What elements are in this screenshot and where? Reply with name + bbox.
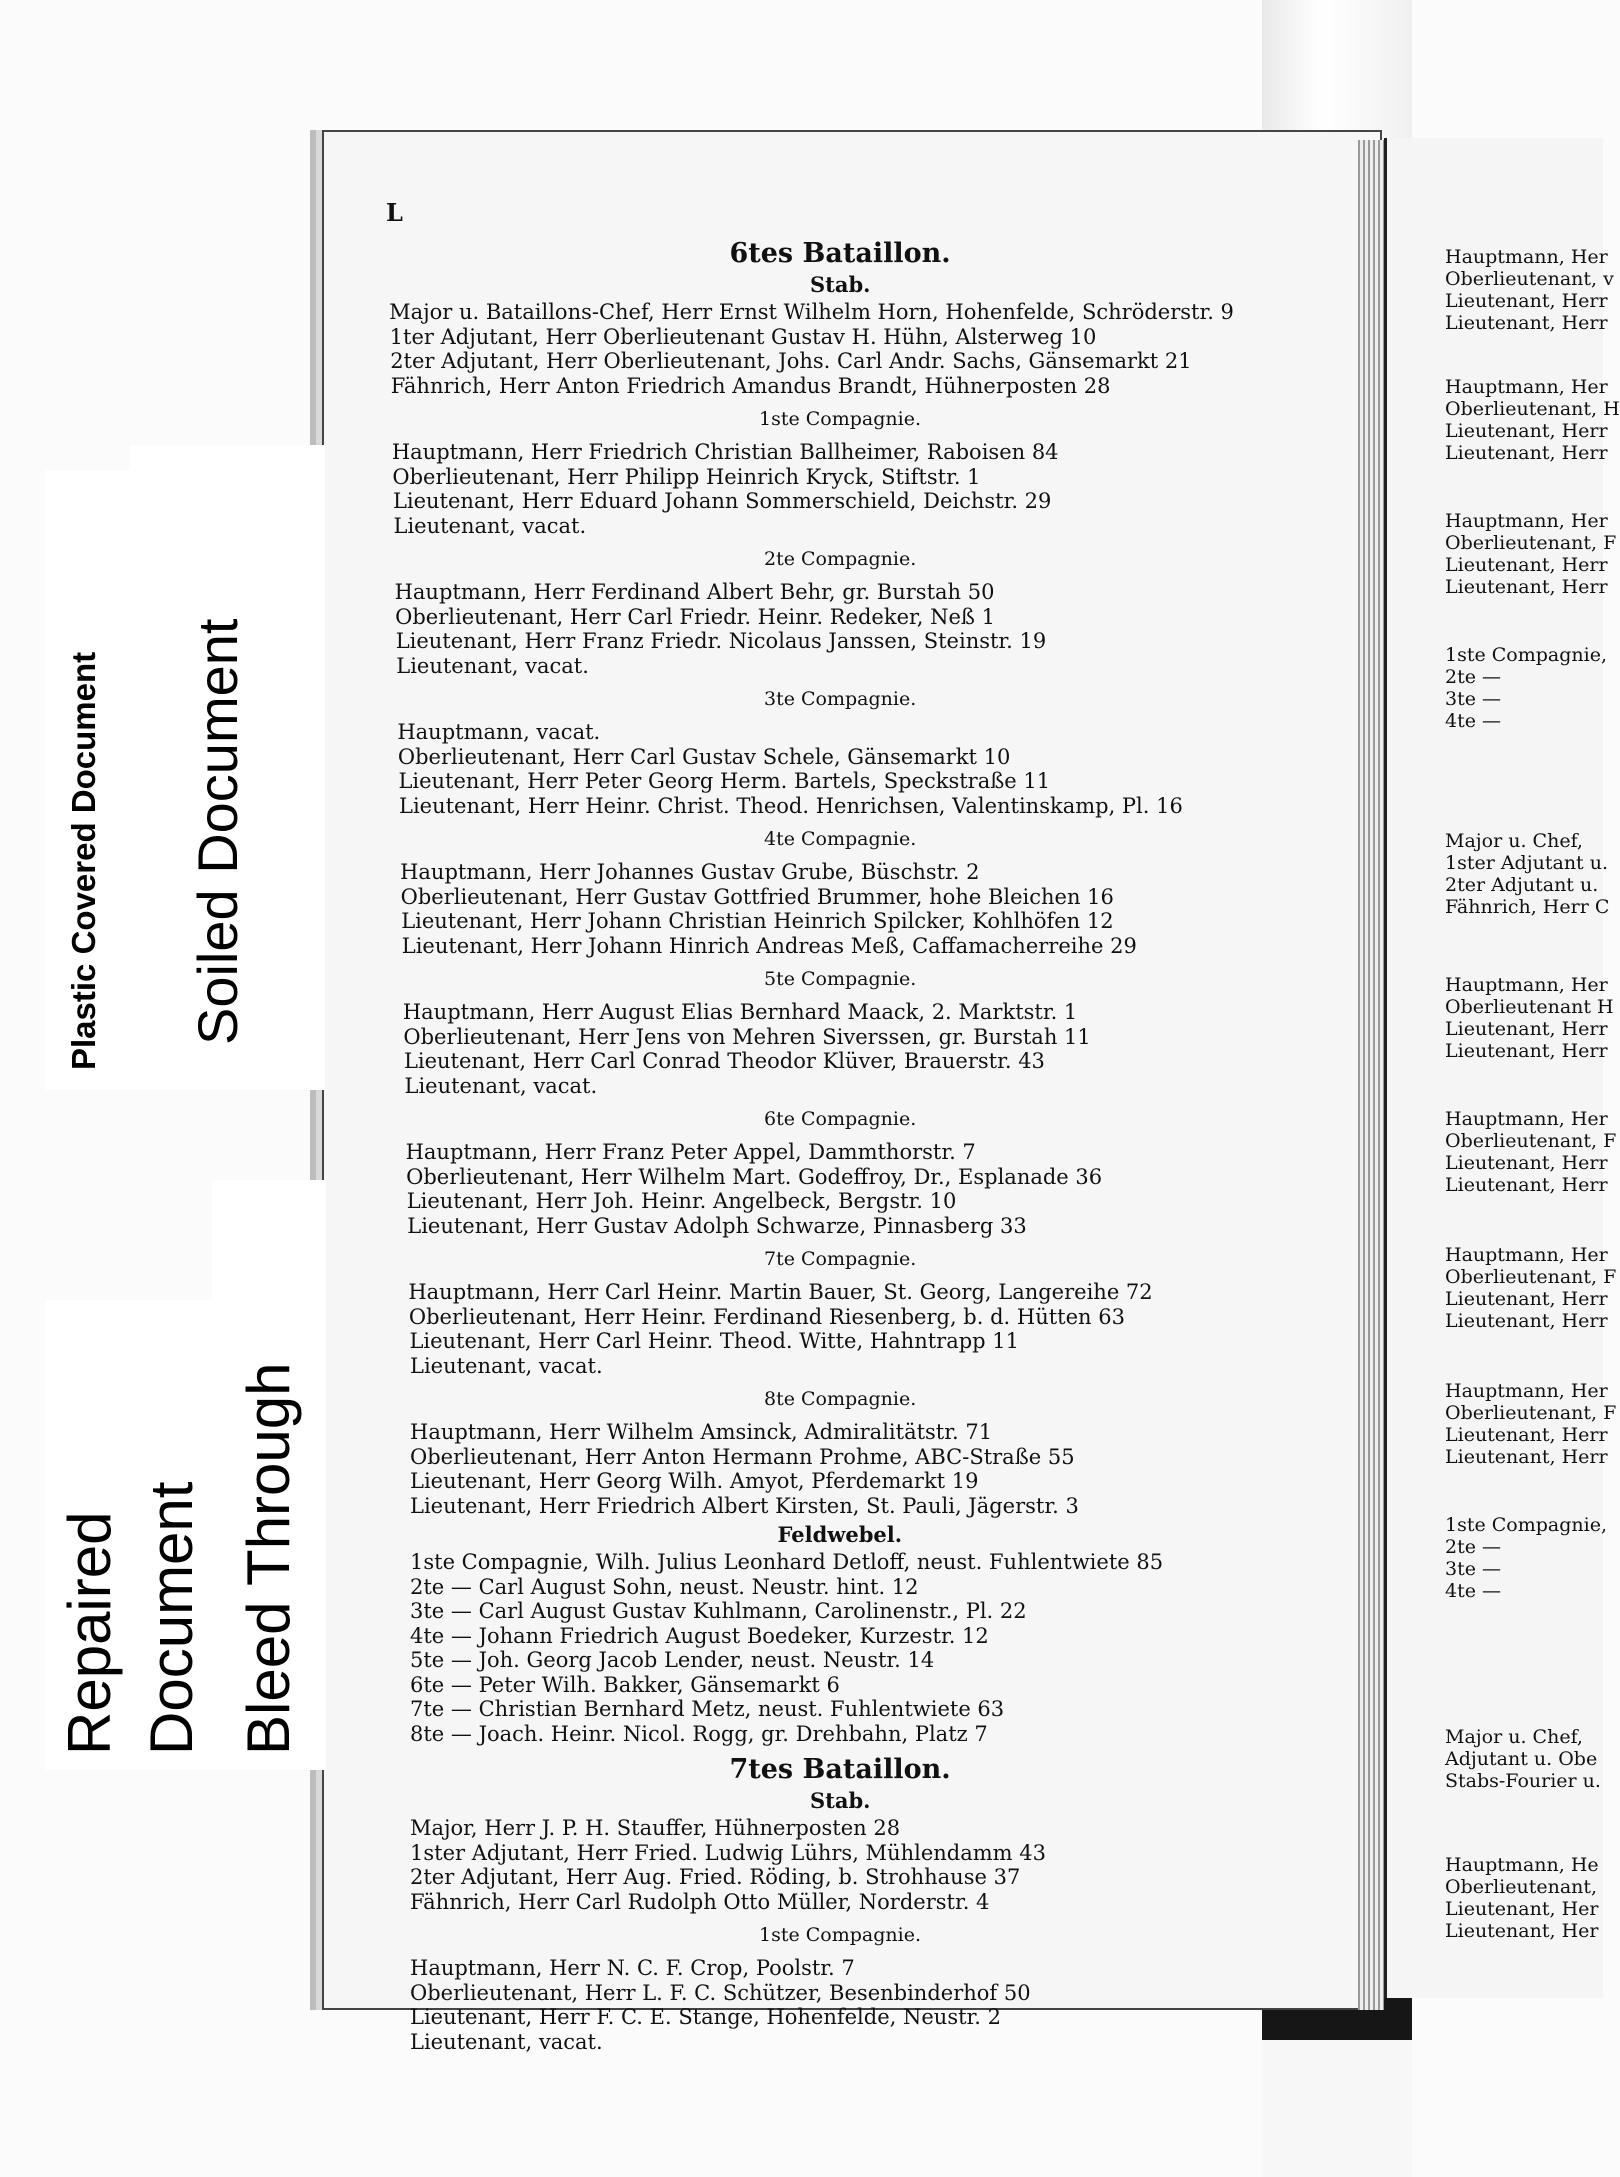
- next-page-line: Oberlieutenant, H: [1445, 398, 1620, 420]
- next-page-line: Major u. Chef,: [1445, 830, 1583, 852]
- next-page-line: 4te —: [1445, 1580, 1502, 1602]
- roster-line: Major u. Bataillons-Chef, Herr Ernst Wilhelm Horn, Hohenfelde, Schröderstr. 9: [389, 300, 1234, 324]
- roster-line: Oberlieutenant, Herr Heinr. Ferdinand Riesenberg, b. d. Hütten 63: [408, 1304, 1125, 1329]
- binding-strip-bottom: [1262, 2040, 1412, 2177]
- roster-line: Fähnrich, Herr Carl Rudolph Otto Müller, Norderstr. 4: [410, 1889, 990, 1914]
- next-page-line: Oberlieutenant,: [1445, 1876, 1598, 1898]
- next-page-line: Hauptmann, Her: [1445, 246, 1608, 268]
- roster-line: 4te — Johann Friedrich August Boedeker, Kurzestr. 12: [410, 1623, 989, 1648]
- next-page-line: Oberlieutenant H: [1445, 996, 1614, 1018]
- next-page-line: 2ter Adjutant u.: [1445, 874, 1599, 896]
- roster-line: Hauptmann, Herr Friedrich Christian Ballheimer, Raboisen 84: [391, 440, 1059, 464]
- subsection-heading: Feldwebel.: [777, 1522, 903, 1547]
- next-page-line: Lieutenant, Herr: [1445, 554, 1608, 576]
- roster-line: Lieutenant, Herr Eduard Johann Sommerschield, Deichstr. 29: [392, 489, 1052, 513]
- next-page-line: Lieutenant, Herr: [1445, 420, 1608, 442]
- next-page-line: 2te —: [1445, 666, 1502, 688]
- roster-line: Lieutenant, vacat.: [410, 1353, 603, 1378]
- subsection-heading: Stab.: [810, 1788, 871, 1813]
- roster-line: Hauptmann, Herr N. C. F. Crop, Poolstr. 7: [410, 1956, 855, 1980]
- roster-line: Lieutenant, vacat.: [404, 1073, 598, 1098]
- next-page-line: 2te —: [1445, 1536, 1502, 1558]
- next-page-line: Hauptmann, Her: [1445, 1380, 1608, 1402]
- roster-line: Hauptmann, Herr Wilhelm Amsinck, Admiralitätstr. 71: [410, 1420, 993, 1444]
- roster-line: 3te — Carl August Gustav Kuhlmann, Carolinenstr., Pl. 22: [410, 1599, 1027, 1623]
- company-heading: 8te Compagnie.: [764, 1388, 917, 1410]
- company-heading: 3te Compagnie.: [764, 688, 917, 710]
- next-page-line: 1ste Compagnie,: [1445, 1514, 1608, 1536]
- roster-line: Lieutenant, vacat.: [410, 2029, 603, 2054]
- roster-line: Hauptmann, Herr Ferdinand Albert Behr, gr. Burstah 50: [394, 580, 995, 604]
- next-page-line: Hauptmann, Her: [1445, 1108, 1608, 1130]
- roster-line: Oberlieutenant, Herr Carl Gustav Schele, Gänsemarkt 10: [397, 744, 1011, 769]
- roster-line: 2ter Adjutant, Herr Oberlieutenant, Johs. Carl Andr. Sachs, Gänsemarkt 21: [390, 349, 1192, 373]
- roster-line: 7te — Christian Bernhard Metz, neust. Fuhlentwiete 63: [410, 1697, 1005, 1721]
- roster-line: Hauptmann, Herr Franz Peter Appel, Dammthorstr. 7: [405, 1140, 976, 1164]
- company-heading: 7te Compagnie.: [764, 1248, 917, 1270]
- roster-line: Fähnrich, Herr Anton Friedrich Amandus Brandt, Hühnerposten 28: [390, 373, 1111, 398]
- label-repaired: Repaired Document: [45, 1300, 217, 1770]
- next-page-line: Lieutenant, Herr: [1445, 1174, 1608, 1196]
- next-page-line: Oberlieutenant, v: [1445, 268, 1614, 290]
- next-page-line: Lieutenant, Her: [1445, 1920, 1599, 1942]
- next-page-line: Oberlieutenant, F: [1445, 1130, 1617, 1152]
- roster-line: Oberlieutenant, Herr Jens von Mehren Siverssen, gr. Burstah 11: [403, 1024, 1091, 1049]
- next-page-line: Hauptmann, Her: [1445, 510, 1608, 532]
- next-page-line: 3te —: [1445, 1558, 1502, 1580]
- roster-line: 8te — Joach. Heinr. Nicol. Rogg, gr. Drehbahn, Platz 7: [410, 1721, 988, 1746]
- label-bleed-through: Bleed Through: [212, 1180, 326, 1770]
- section-heading: 6tes Bataillon.: [729, 238, 951, 269]
- next-page-line: Lieutenant, Herr: [1445, 1424, 1608, 1446]
- roster-line: 6te — Peter Wilh. Bakker, Gänsemarkt 6: [410, 1672, 840, 1697]
- next-page: [1384, 138, 1620, 1998]
- roster-line: Lieutenant, Herr Peter Georg Herm. Bartels, Speckstraße 11: [398, 769, 1051, 793]
- next-page-line: Oberlieutenant, F: [1445, 1402, 1617, 1424]
- next-page-line: Stabs-Fourier u.: [1445, 1770, 1601, 1792]
- roster-line: Oberlieutenant, Herr Anton Hermann Prohme, ABC-Straße 55: [410, 1444, 1075, 1469]
- roster-line: Lieutenant, Herr Carl Conrad Theodor Klüver, Brauerstr. 43: [403, 1049, 1045, 1073]
- company-heading: 5te Compagnie.: [764, 968, 917, 990]
- next-page-line: Lieutenant, Herr: [1445, 1040, 1608, 1062]
- roster-line: 1ter Adjutant, Herr Oberlieutenant Gustav H. Hühn, Alsterweg 10: [389, 324, 1097, 349]
- next-page-line: Hauptmann, Her: [1445, 1244, 1608, 1266]
- roster-line: Lieutenant, Herr F. C. E. Stange, Hohenfelde, Neustr. 2: [410, 2005, 1001, 2029]
- page-edge: [1358, 140, 1384, 2010]
- next-page-line: Lieutenant, Her: [1445, 1898, 1599, 1920]
- next-page-line: Lieutenant, Herr: [1445, 312, 1608, 334]
- next-page-line: Oberlieutenant, F: [1445, 1266, 1617, 1288]
- next-page-line: Hauptmann, Her: [1445, 376, 1608, 398]
- next-page-line: 3te —: [1445, 688, 1502, 710]
- company-heading: 4te Compagnie.: [764, 828, 917, 850]
- roster-line: Oberlieutenant, Herr Gustav Gottfried Brummer, hohe Bleichen 16: [400, 884, 1114, 909]
- next-page-line: Oberlieutenant, F: [1445, 532, 1617, 554]
- next-page-line: 1ster Adjutant u.: [1445, 852, 1609, 874]
- roster-line: Hauptmann, Herr Johannes Gustav Grube, Büschstr. 2: [400, 860, 980, 884]
- roster-line: Lieutenant, vacat.: [396, 653, 589, 678]
- next-page-line: Lieutenant, Herr: [1445, 1310, 1608, 1332]
- label-soiled: Soiled Document: [130, 445, 325, 1090]
- roster-line: Lieutenant, Herr Georg Wilh. Amyot, Pferdemarkt 19: [410, 1469, 979, 1493]
- roster-line: Hauptmann, vacat.: [397, 720, 601, 744]
- company-heading: 2te Compagnie.: [764, 548, 917, 570]
- company-heading: 1ste Compagnie.: [759, 408, 922, 430]
- subsection-heading: Stab.: [810, 272, 871, 297]
- roster-line: Lieutenant, Herr Carl Heinr. Theod. Witte, Hahntrapp 11: [409, 1329, 1020, 1353]
- roster-line: 1ste Compagnie, Wilh. Julius Leonhard Detloff, neust. Fuhlentwiete 85: [410, 1550, 1164, 1574]
- next-page-line: Lieutenant, Herr: [1445, 1018, 1608, 1040]
- roster-line: Lieutenant, Herr Joh. Heinr. Angelbeck, Bergstr. 10: [406, 1189, 957, 1213]
- roster-line: Major, Herr J. P. H. Stauffer, Hühnerposten 28: [410, 1816, 901, 1840]
- roster-line: Oberlieutenant, Herr Philipp Heinrich Kryck, Stiftstr. 1: [392, 464, 981, 489]
- company-heading: 1ste Compagnie.: [759, 1924, 922, 1946]
- roster-line: 1ster Adjutant, Herr Fried. Ludwig Lührs, Mühlendamm 43: [410, 1840, 1046, 1865]
- label-plastic-covered: Plastic Covered Document: [45, 470, 133, 1090]
- roster-line: Lieutenant, Herr Johann Christian Heinrich Spilcker, Kohlhöfen 12: [401, 909, 1114, 933]
- roster-line: Lieutenant, Herr Heinr. Christ. Theod. Henrichsen, Valentinskamp, Pl. 16: [399, 793, 1183, 818]
- next-page-line: 1ste Compagnie,: [1445, 644, 1608, 666]
- page-number: L: [386, 198, 403, 227]
- next-page-line: Lieutenant, Herr: [1445, 442, 1608, 464]
- next-page-line: Lieutenant, Herr: [1445, 290, 1608, 312]
- roster-line: Lieutenant, vacat.: [393, 513, 587, 538]
- section-heading: 7tes Bataillon.: [729, 1754, 951, 1785]
- roster-line: Lieutenant, Herr Johann Hinrich Andreas Meß, Caffamacherreihe 29: [401, 933, 1137, 958]
- roster-line: 2te — Carl August Sohn, neust. Neustr. hint. 12: [410, 1574, 919, 1599]
- next-page-line: Hauptmann, Her: [1445, 974, 1608, 996]
- roster-line: Oberlieutenant, Herr L. F. C. Schützer, Besenbinderhof 50: [410, 1980, 1031, 2005]
- next-page-line: Lieutenant, Herr: [1445, 576, 1608, 598]
- roster-line: 5te — Joh. Georg Jacob Lender, neust. Neustr. 14: [410, 1648, 935, 1672]
- roster-line: Oberlieutenant, Herr Wilhelm Mart. Godeffroy, Dr., Esplanade 36: [406, 1164, 1103, 1189]
- next-page-line: Fähnrich, Herr C: [1445, 896, 1610, 918]
- next-page-line: Hauptmann, He: [1445, 1854, 1599, 1876]
- next-page-line: Lieutenant, Herr: [1445, 1152, 1608, 1174]
- next-page-line: 4te —: [1445, 710, 1502, 732]
- roster-line: Hauptmann, Herr Carl Heinr. Martin Bauer, St. Georg, Langereihe 72: [408, 1280, 1153, 1304]
- roster-line: Lieutenant, Herr Gustav Adolph Schwarze, Pinnasberg 33: [407, 1213, 1027, 1238]
- roster-line: Oberlieutenant, Herr Carl Friedr. Heinr. Redeker, Neß 1: [395, 604, 995, 629]
- next-page-line: Major u. Chef,: [1445, 1726, 1583, 1748]
- company-heading: 6te Compagnie.: [764, 1108, 917, 1130]
- next-page-line: Lieutenant, Herr: [1445, 1288, 1608, 1310]
- next-page-line: Lieutenant, Herr: [1445, 1446, 1608, 1468]
- next-page-line: Adjutant u. Obe: [1445, 1748, 1598, 1770]
- roster-line: Hauptmann, Herr August Elias Bernhard Maack, 2. Marktstr. 1: [402, 1000, 1078, 1024]
- roster-line: Lieutenant, Herr Friedrich Albert Kirsten, St. Pauli, Jägerstr. 3: [410, 1493, 1079, 1518]
- roster-line: 2ter Adjutant, Herr Aug. Fried. Röding, b. Strohhause 37: [410, 1865, 1021, 1889]
- roster-line: Lieutenant, Herr Franz Friedr. Nicolaus Janssen, Steinstr. 19: [395, 629, 1047, 653]
